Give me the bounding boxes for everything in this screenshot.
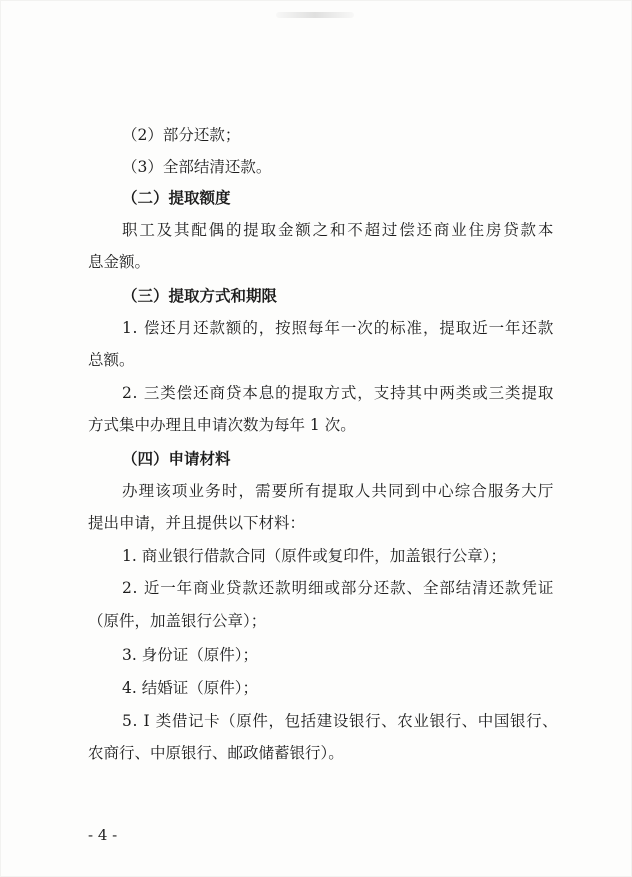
material-item: 2. 近一年商业贷款还款明细或部分还款、全部结清还款凭证 <box>122 579 554 597</box>
paragraph-line: 农商行、中原银行、邮政储蓄银行）。 <box>88 744 344 762</box>
scan-artifact <box>276 12 354 18</box>
paragraph-line: 职工及其配偶的提取金额之和不超过偿还商业住房贷款本 <box>122 221 554 239</box>
paragraph-line: 提出申请，并且提供以下材料： <box>88 514 306 532</box>
material-item: 1. 商业银行借款合同（原件或复印件，加盖银行公章）； <box>122 547 506 565</box>
paragraph-line: 方式集中办理且申请次数为每年 1 次。 <box>88 416 356 434</box>
section-heading-application-materials: （四）申请材料 <box>122 449 231 468</box>
paragraph-line: 办理该项业务时，需要所有提取人共同到中心综合服务大厅 <box>122 482 554 500</box>
list-item-partial-repayment: （2）部分还款； <box>122 126 241 144</box>
paragraph-line: 2. 三类偿还商贷本息的提取方式，支持其中两类或三类提取 <box>122 384 554 402</box>
material-item: 3. 身份证（原件）； <box>122 646 258 664</box>
paragraph-line: 息金额。 <box>88 253 151 271</box>
paragraph-line: 1. 偿还月还款额的，按照每年一次的标准，提取近一年还款 <box>122 319 554 337</box>
material-item: 4. 结婚证（原件）； <box>122 679 258 697</box>
list-item-full-settlement: （3）全部结清还款。 <box>122 158 272 176</box>
section-heading-method-and-period: （三）提取方式和期限 <box>122 286 278 305</box>
paragraph-line: 总额。 <box>88 351 135 369</box>
paragraph-line: （原件，加盖银行公章）； <box>88 612 267 630</box>
material-item: 5. I 类借记卡（原件，包括建设银行、农业银行、中国银行、 <box>122 712 559 730</box>
page-number: - 4 - <box>88 826 118 844</box>
section-heading-withdrawal-amount: （二）提取额度 <box>122 188 231 207</box>
